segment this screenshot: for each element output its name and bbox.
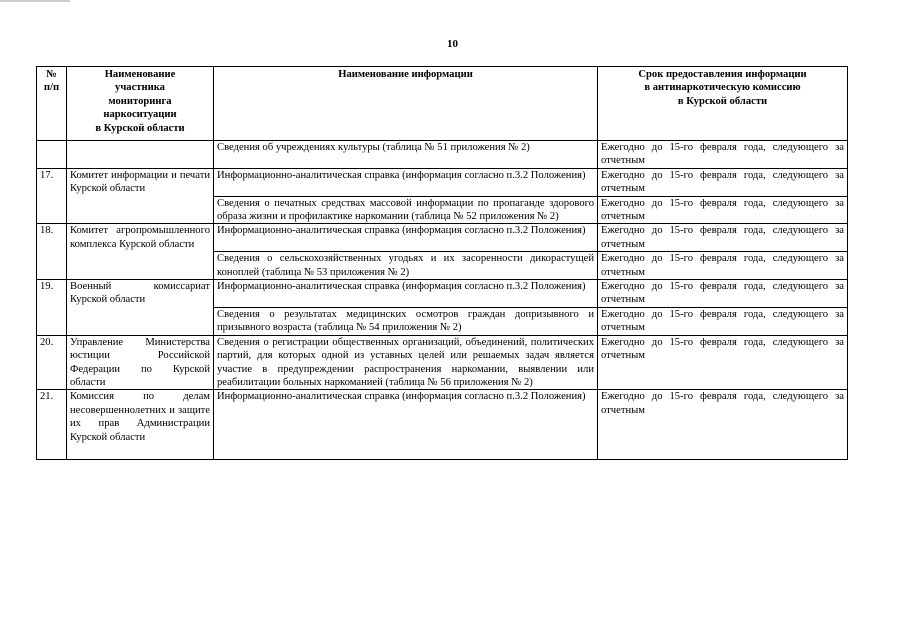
header-info-text: Наименование информации (338, 69, 473, 80)
row-deadline: Ежегодно до 15-го февраля года, следующего за отчетным (598, 141, 848, 169)
table-row (37, 224, 848, 252)
row-info: Сведения о результатах медицинских осмотров граждан допризывного и призывного возраста (таблица № 54 приложения № 2) (214, 307, 598, 335)
row-participant: Комитет информации и печати Курской области (67, 168, 214, 224)
monitoring-table (36, 66, 848, 460)
table-row (37, 280, 848, 308)
row-deadline: Ежегодно до 15-го февраля года, следующего за отчетным (598, 252, 848, 280)
header-participant (67, 67, 214, 141)
row-deadline: Ежегодно до 15-го февраля года, следующего за отчетным (598, 196, 848, 224)
row-number: 21. (37, 390, 67, 460)
row-info: Информационно-аналитическая справка (информация согласно п.3.2 Положения) (214, 390, 598, 460)
row-info: Информационно-аналитическая справка (информация согласно п.3.2 Положения) (214, 224, 598, 252)
row-info: Информационно-аналитическая справка (информация согласно п.3.2 Положения) (214, 168, 598, 196)
row-number: 17. (37, 168, 67, 224)
table-header-row (37, 67, 848, 141)
header-info (214, 67, 598, 141)
row-deadline: Ежегодно до 15-го февраля года, следующего за отчетным (598, 280, 848, 308)
row-participant: Военный комиссариат Курской области (67, 280, 214, 336)
row-info: Сведения о сельскохозяйственных угодьях и их засоренности дикорастущей коноплей (таблица № 53 приложения № 2) (214, 252, 598, 280)
row-participant (67, 141, 214, 169)
scan-edge-mark (0, 0, 70, 2)
header-participant-text: Наименование участника мониторинга наркоситуации в Курской области (95, 69, 185, 134)
table-row (37, 390, 848, 460)
row-deadline: Ежегодно до 15-го февраля года, следующего за отчетным (598, 390, 848, 460)
row-participant: Управление Министерства юстиции Российской Федерации по Курской области (67, 335, 214, 390)
header-number (37, 67, 67, 141)
row-info: Сведения о регистрации общественных организаций, объединений, политических партий, для которых одной из уставных целей или решаемых задач является участие в предупреждении распространения наркомании, выявлении или реабилитации больных наркоманией (таблица № 56 приложения № 2) (214, 335, 598, 390)
row-participant: Комиссия по делам несовершеннолетних и защите их прав Администрации Курской области (67, 390, 214, 460)
table-row (37, 335, 848, 390)
row-participant: Комитет агропромышленного комплекса Курской области (67, 224, 214, 280)
page-number: 10 (447, 38, 458, 50)
row-number: 20. (37, 335, 67, 390)
row-deadline: Ежегодно до 15-го февраля года, следующего за отчетным (598, 224, 848, 252)
header-deadline (598, 67, 848, 141)
row-info: Сведения об учреждениях культуры (таблица № 51 приложения № 2) (214, 141, 598, 169)
header-deadline-text: Срок предоставления информации в антинаркотическую комиссию в Курской области (638, 69, 807, 107)
row-info: Сведения о печатных средствах массовой информации по пропаганде здорового образа жизни и профилактике наркомании (таблица № 52 приложения № 2) (214, 196, 598, 224)
row-deadline: Ежегодно до 15-го февраля года, следующего за отчетным (598, 335, 848, 390)
row-number (37, 141, 67, 169)
row-number: 18. (37, 224, 67, 280)
header-number-text: № п/п (43, 69, 60, 94)
row-deadline: Ежегодно до 15-го февраля года, следующего за отчетным (598, 168, 848, 196)
table-row (37, 168, 848, 196)
row-deadline: Ежегодно до 15-го февраля года, следующего за отчетным (598, 307, 848, 335)
table-row (37, 141, 848, 169)
row-info: Информационно-аналитическая справка (информация согласно п.3.2 Положения) (214, 280, 598, 308)
row-number: 19. (37, 280, 67, 336)
